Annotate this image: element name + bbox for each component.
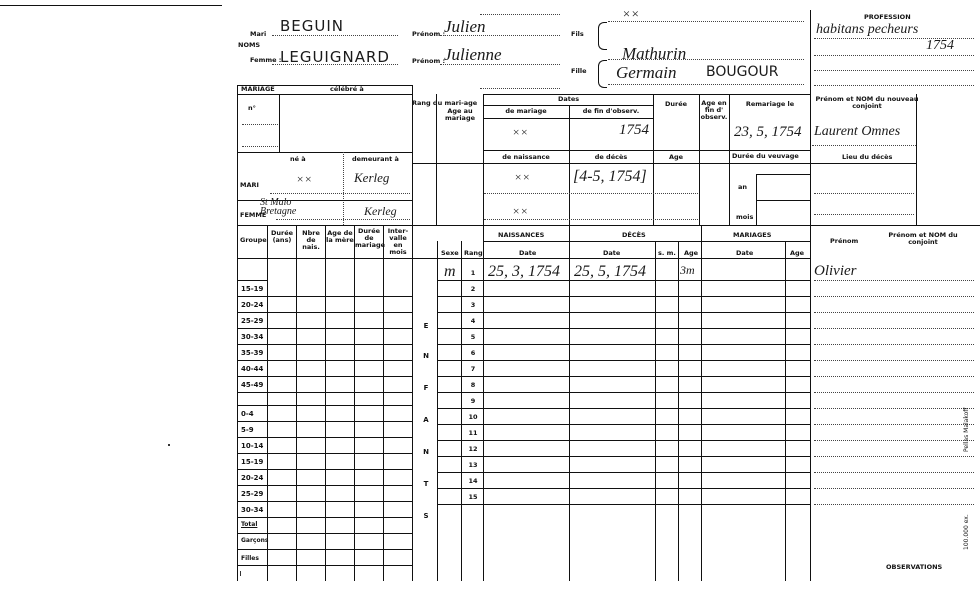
profession-label: PROFESSION (864, 13, 911, 21)
child-rule-2 (437, 296, 810, 297)
group-rule-6 (237, 376, 412, 377)
mari-ne-value: ×× (296, 172, 313, 186)
printer-text: Pellas Malakoff (963, 407, 970, 452)
mari-label: Mari (250, 30, 267, 38)
group-1: 15-19 (241, 285, 264, 293)
garcons-label: Garçons (241, 537, 269, 544)
col-div-10 (569, 225, 570, 581)
mari-demeurant-value: Kerleg (354, 170, 390, 185)
fils-line-2 (608, 59, 804, 60)
deces-header-label: DÉCÈS (622, 231, 646, 239)
child-rule-10 (437, 424, 810, 425)
child-rule-3 (437, 312, 810, 313)
rang-14: 14 (468, 477, 478, 485)
group-7: 45-49 (241, 381, 264, 389)
enfants-letter-1: E (423, 322, 429, 330)
child-rule-7 (437, 376, 810, 377)
child-1-naissance: 25, 3, 1754 (488, 263, 560, 280)
age-label: Age (668, 153, 684, 161)
group-5: 35-39 (241, 349, 264, 357)
mari-line (270, 193, 410, 194)
children-top-rule (237, 225, 980, 226)
child-1-sexe: m (444, 263, 456, 280)
fille-label: Fille (571, 67, 587, 75)
group-3: 25-29 (241, 317, 264, 325)
demeurant-label: demeurant à (352, 155, 399, 163)
dates-top-rule (483, 94, 810, 95)
prenom-line-7 (814, 376, 974, 377)
mois-label: mois (736, 213, 754, 221)
child-rule-13 (437, 472, 810, 473)
group-2: 20-24 (241, 301, 264, 309)
group-11: 15-19 (241, 458, 264, 466)
group-13: 25-29 (241, 490, 264, 498)
rang-9: 9 (470, 397, 476, 405)
femme-line (276, 219, 410, 220)
femme-ne-value: St Malo Bretagne (260, 197, 297, 217)
mariage-date-label: Date (736, 249, 754, 257)
prenom-line-2 (814, 296, 974, 297)
ne-a-label: né à (290, 155, 306, 163)
group-rule-4 (237, 344, 412, 345)
group-rule-2 (237, 312, 412, 313)
dates-mid-divider (569, 105, 570, 225)
col-div-11 (655, 241, 656, 581)
rang-7: 7 (470, 365, 476, 373)
no-line-2 (242, 146, 278, 147)
group-rule-17 (237, 549, 412, 550)
intervalle-label: Inter-valle en mois (387, 227, 409, 256)
rang-2: 2 (470, 285, 476, 293)
children-sub-rule (483, 241, 810, 242)
observations-label: OBSERVATIONS (886, 563, 943, 571)
group-6: 40-44 (241, 365, 264, 373)
col-div-13 (701, 225, 702, 581)
child-1-prenom: Olivier (814, 263, 857, 279)
col-div-6 (412, 225, 413, 581)
lieu-deces-line (814, 193, 914, 194)
enfants-letter-4: A (423, 416, 429, 424)
profession-line-2 (814, 55, 974, 56)
naissance-date-label: Date (519, 249, 537, 257)
prenom-line-15 (814, 504, 974, 505)
children-header-rule (237, 258, 810, 259)
child-rule-6 (437, 360, 810, 361)
group-4: 30-34 (241, 333, 264, 341)
rang-12: 12 (468, 445, 478, 453)
child-rule-5 (437, 344, 810, 345)
rang-mariage-label: Rang du mari-age (412, 99, 478, 107)
prenom-line-10 (814, 424, 974, 425)
duree-veuvage-label: Durée du veuvage (732, 152, 799, 160)
prenom-line-9 (814, 408, 974, 409)
femme-surname: LEGUIGNARD (280, 48, 390, 66)
dates-label: Dates (558, 95, 580, 103)
group-rule-8 (237, 405, 412, 406)
veuvage-box-left-2 (756, 200, 757, 225)
dates-sub-rule (483, 105, 653, 106)
lieu-deces-line-2 (814, 214, 914, 215)
conjoint-right-divider (916, 94, 917, 225)
nbre-nais-label: Nbre de nais. (302, 229, 320, 251)
femme-naissance-value: ×× (512, 204, 529, 218)
col-div-12 (678, 241, 679, 581)
group-rule-12 (237, 469, 412, 470)
enfants-letter-7: S (423, 512, 429, 520)
mari-prenom: Julien (444, 17, 486, 36)
group-rule-9 (237, 421, 412, 422)
sm-label: s. m. (658, 249, 676, 257)
col-div-5 (383, 225, 384, 581)
col-div-1 (267, 225, 268, 581)
total-label: Total (241, 521, 258, 528)
col-div-8 (461, 241, 462, 581)
remariage-value: 23, 5, 1754 (734, 124, 802, 140)
femme-prenom: Julienne (444, 45, 502, 64)
child-rule-15 (437, 504, 810, 505)
sexe-label: Sexe (441, 249, 459, 257)
rang-5: 5 (470, 333, 476, 341)
rang-15: 15 (468, 493, 478, 501)
femme-dates-line (484, 219, 698, 220)
rang-11: 11 (468, 429, 478, 437)
rang-4: 4 (470, 317, 476, 325)
mariage-header-rule (237, 94, 412, 95)
enfants-letter-6: T (423, 480, 429, 488)
child-rule-11 (437, 440, 810, 441)
groupe-label: Groupe (240, 236, 267, 244)
top-dotted-line (480, 14, 560, 15)
rang-10: 10 (468, 413, 478, 421)
fille-brace (598, 60, 607, 88)
fils-line-1 (608, 21, 804, 22)
ne-header-rule (237, 152, 412, 153)
rang-3: 3 (470, 301, 476, 309)
fin-obs-value: 1754 (619, 122, 649, 138)
group-rule-18 (237, 565, 412, 566)
mariage-label: MARIAGE (241, 85, 275, 93)
age-fin-label: Age en fin d' observ. (700, 99, 728, 121)
enfants-letter-5: N (423, 448, 429, 456)
mari-surname: BEGUIN (280, 17, 345, 35)
nouveau-conjoint-label: Prénom et NOM du nouveau conjoint (815, 95, 919, 110)
fin-obs-label: de fin d'observ. (582, 107, 640, 115)
group-rule-1 (237, 296, 412, 297)
de-mariage-label: de mariage (505, 107, 547, 115)
rang-8: 8 (470, 381, 476, 389)
veuvage-mid (756, 200, 810, 201)
mari-prenom-line (440, 35, 560, 36)
conjoint-label: Prénom et NOM du conjoint (888, 231, 958, 246)
child-rule-12 (437, 456, 810, 457)
veuvage-an-box-top (756, 174, 810, 175)
mariage-no-divider (279, 94, 280, 152)
enfants-letter-2: N (423, 352, 429, 360)
femme-prenom-label: Prénom : (412, 57, 446, 65)
profession-line-1 (814, 38, 974, 39)
prenom-line-11 (814, 440, 974, 441)
form-left-border (237, 85, 238, 581)
age-mariage-label: Age au mariage (444, 107, 476, 122)
group-rule-10 (237, 437, 412, 438)
child-rule-9 (437, 408, 810, 409)
group-10: 10-14 (241, 442, 264, 450)
deces-label: de décès (594, 153, 628, 161)
group-rule-16 (237, 533, 412, 534)
group-rule-13 (237, 485, 412, 486)
group-rule-14 (237, 501, 412, 502)
mariages-label: MARIAGES (733, 231, 772, 239)
prenom-line-6 (814, 360, 974, 361)
rang-13: 13 (468, 461, 478, 469)
femme-label: Femme : (250, 56, 282, 64)
mari-deces-value: [4-5, 1754] (573, 168, 647, 185)
mari-name-line (272, 35, 398, 36)
col-div-7 (437, 241, 438, 581)
filles-label: Filles (241, 555, 259, 562)
prenom-line-12 (814, 456, 974, 457)
date-mariage-value: ×× (512, 125, 529, 139)
mariage-age-label: Age (790, 249, 805, 257)
profession-column-border (810, 10, 811, 581)
fils-father: Mathurin (622, 44, 687, 63)
mari-row-label: MARI (240, 181, 259, 189)
fils-label: Fils (571, 30, 584, 38)
fille-line (608, 84, 804, 85)
deces-age-label: Age (684, 249, 699, 257)
col-div-2 (296, 225, 297, 581)
profession-line-4 (814, 85, 974, 86)
col-div-14 (785, 241, 786, 581)
femme-name-line (272, 64, 398, 65)
group-12: 20-24 (241, 474, 264, 482)
speck (168, 444, 170, 446)
conjoint-line (812, 145, 916, 146)
child-1-age: 3m (680, 263, 695, 277)
group-rule-7 (237, 392, 412, 393)
lower-dotted-line (480, 88, 560, 89)
femme-row-label: FEMME (240, 211, 267, 219)
prenom-line-1 (814, 280, 974, 281)
profession-line-3 (814, 70, 974, 71)
femme-prenom-line (440, 64, 560, 65)
prenom-line-14 (814, 488, 974, 489)
birth-header-rule (412, 163, 916, 164)
profession-year: 1754 (926, 38, 954, 53)
rang-6: 6 (470, 349, 476, 357)
prenom-line-5 (814, 344, 974, 345)
mari-dates-line (484, 193, 698, 194)
speck (240, 571, 241, 576)
birth-top-rule (483, 150, 810, 151)
profession-value: habitans pecheurs (816, 22, 919, 37)
group-rule-5 (237, 360, 412, 361)
age-mere-label: Age de la mère (326, 229, 354, 244)
col-div-4 (354, 225, 355, 581)
celebre-label: célébré à (330, 85, 364, 93)
prenom-line-13 (814, 472, 974, 473)
no-line-1 (242, 124, 278, 125)
veuvage-box-left (756, 174, 757, 200)
enfants-letter-3: F (423, 384, 429, 392)
child-rule-14 (437, 488, 810, 489)
child-rule-4 (437, 328, 810, 329)
remariage-divider (729, 94, 730, 225)
nouveau-conjoint-value: Laurent Omnes (814, 124, 901, 139)
dates-label-rule (483, 118, 653, 119)
deces-date-label: Date (603, 249, 621, 257)
lieu-deces-label: Lieu du décès (842, 153, 893, 161)
naissances-label: NAISSANCES (498, 231, 545, 239)
print-run-text: 100.000 ex. (963, 514, 970, 550)
prenom-label: Prénom (830, 237, 859, 245)
no-label: n° (248, 104, 256, 112)
mari-naissance-value: ×× (514, 170, 531, 184)
femme-demeurant-value: Kerleg (364, 204, 397, 218)
group-rule-11 (237, 453, 412, 454)
col-div-3 (325, 225, 326, 581)
duree-ans-label: Durée (ans) (270, 229, 294, 244)
group-rule-3 (237, 328, 412, 329)
prenom-line-8 (814, 392, 974, 393)
ne-demeurant-divider (343, 152, 344, 225)
rang-divider (436, 94, 437, 225)
remariage-label: Remariage le (745, 100, 795, 108)
top-left-rule (0, 5, 222, 6)
rang-1: 1 (470, 269, 476, 277)
fils-brace (598, 22, 607, 50)
rang-label: Rang (464, 249, 483, 257)
group-8: 0-4 (241, 410, 254, 418)
group-rule-15 (237, 517, 412, 518)
naissance-label: de naissance (502, 153, 550, 161)
prenom-line-4 (814, 328, 974, 329)
duree-mariage-label: Durée de mariage (355, 227, 386, 249)
col-div-9 (483, 225, 484, 581)
child-1-deces: 25, 5, 1754 (574, 263, 646, 280)
group-9: 5-9 (241, 426, 254, 434)
noms-label: NOMS (238, 41, 261, 49)
mari-prenom-label: Prénom : (412, 30, 446, 38)
prenom-line-3 (814, 312, 974, 313)
fille-father: Germain (616, 63, 677, 82)
group-14: 30-34 (241, 506, 264, 514)
fils-value: ×× (622, 6, 640, 21)
child-rule-8 (437, 392, 810, 393)
groupe-first-rule (237, 280, 267, 281)
fille-father-name: BOUGOUR (706, 64, 779, 80)
en-label: an (738, 183, 748, 191)
duree-label: Durée (664, 100, 688, 108)
